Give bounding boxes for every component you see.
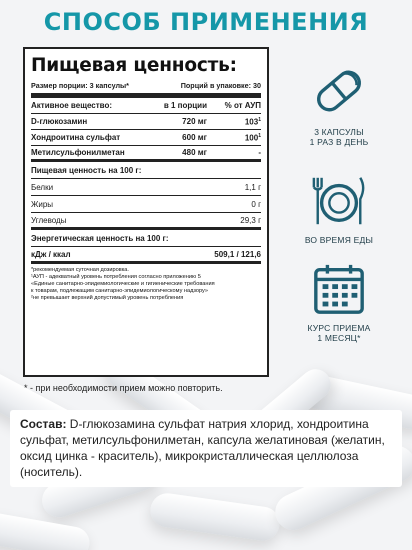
ingredient-percent: -	[258, 148, 261, 157]
nutrition-row: Жиры 0 г	[31, 196, 261, 213]
header-percent: % от АУП	[224, 101, 261, 110]
bg-capsule	[0, 511, 92, 550]
ingredients-header	[31, 98, 261, 114]
bg-capsule	[148, 491, 281, 543]
nutrition-row: Белки 1,1 г	[31, 179, 261, 196]
footnote: *рекомендуемая суточная дозировка.	[31, 267, 129, 273]
header-substance: Активное вещество:	[31, 101, 113, 110]
usage-label: 3 КАПСУЛЫ 1 РАЗ В ДЕНЬ	[309, 127, 369, 147]
footnote: ¹АУП - адекватный уровень потребления согласно приложению 5	[31, 274, 201, 280]
nutrition-heading: Пищевая ценность на 100 г:	[31, 162, 261, 179]
composition-label: Состав:	[20, 417, 67, 431]
ingredient-amount: 720 мг	[182, 117, 207, 126]
energy-row: кДж / ккал 509,1 / 121,6	[31, 247, 261, 264]
serving-size: Размер порции: 3 капсулы*	[31, 81, 129, 90]
serving-info	[31, 79, 261, 98]
servings-per-pack: Порций в упаковке: 30	[180, 81, 261, 90]
usage-item-dose	[284, 60, 394, 147]
footnote: ²не превышает верхний допустимый уровень потребления	[31, 295, 184, 301]
ingredient-amount: 480 мг	[182, 148, 207, 157]
composition-box	[10, 410, 402, 487]
energy-heading: Энергетическая ценность на 100 г:	[31, 230, 261, 247]
repeat-note: * - при необходимости прием можно повторить.	[24, 383, 223, 393]
ingredient-percent: $100^1$	[244, 132, 261, 143]
calendar-icon	[310, 262, 368, 318]
footnote: к товарам, подлежащим санитарно-эпидемиологическому надзору»	[31, 288, 209, 294]
page-title: СПОСОБ ПРИМЕНЕНИЯ	[43, 8, 369, 36]
ingredient-name: D-глюкозамин	[31, 117, 88, 126]
footnote: «Единые санитарно-эпидемиологические и гигиенические требования	[31, 281, 215, 287]
ingredient-name: Хондроитина сульфат	[31, 133, 121, 142]
nutrition-row: Углеводы 29,3 г	[31, 213, 261, 230]
plate-cutlery-icon	[308, 172, 370, 230]
ingredient-row	[31, 130, 261, 146]
ingredient-row	[31, 114, 261, 130]
capsule-icon	[308, 60, 370, 122]
usage-item-course	[284, 262, 394, 343]
ingredient-percent: $103^1$	[244, 116, 261, 127]
usage-item-meal	[284, 172, 394, 245]
composition-text: D-глюкозамина сульфат натрия хлорид, хондроитина сульфат, метилсульфонилметан, капсула желатиновая (желатин, оксид цинка - краситель), микрокристаллическая целлюлоза (носитель).	[20, 417, 385, 479]
ingredient-row	[31, 146, 261, 162]
footnotes	[31, 264, 261, 302]
nutrition-facts-panel	[23, 47, 269, 377]
header-per-serving: в 1 порции	[163, 101, 207, 110]
usage-label: ВО ВРЕМЯ ЕДЫ	[304, 235, 374, 245]
ingredient-amount: 600 мг	[182, 133, 207, 142]
ingredient-name: Метилсульфонилметан	[31, 148, 125, 157]
panel-title: Пищевая ценность:	[31, 55, 237, 76]
usage-label: КУРС ПРИЕМА 1 МЕСЯЦ*	[307, 323, 371, 343]
